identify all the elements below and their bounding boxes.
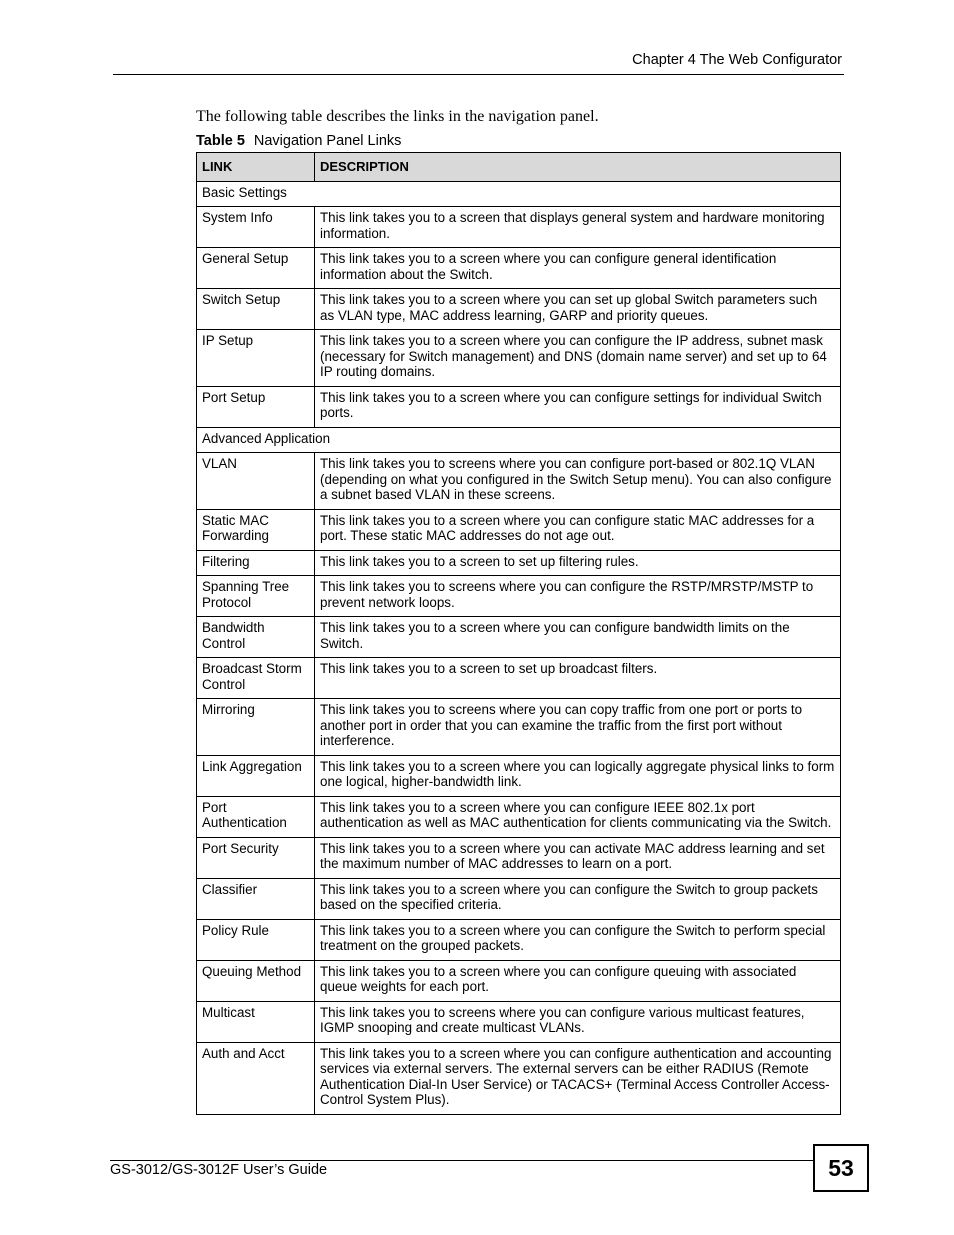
link-description-cell: This link takes you to a screen where you can configure general identification information about the Switch. <box>315 248 841 289</box>
table-row <box>197 453 841 510</box>
table-caption-title: Navigation Panel Links <box>253 133 402 149</box>
link-description-cell: This link takes you to a screen where you can activate MAC address learning and set the maximum number of MAC addresses to learn on a port. <box>315 837 841 878</box>
table-row <box>197 919 841 960</box>
table-row <box>197 1042 841 1114</box>
table-header-row <box>197 153 841 182</box>
link-name-cell: IP Setup <box>197 330 315 387</box>
link-name-cell: Policy Rule <box>197 919 315 960</box>
link-name-cell: System Info <box>197 207 315 248</box>
link-name-cell: Switch Setup <box>197 289 315 330</box>
link-description-cell: This link takes you to a screen where you can configure queuing with associated queue weights for each port. <box>315 960 841 1001</box>
table-row <box>197 550 841 576</box>
link-name-cell: Queuing Method <box>197 960 315 1001</box>
link-description-cell: This link takes you to a screen that displays general system and hardware monitoring information. <box>315 207 841 248</box>
table-caption-label: Table 5 <box>196 133 245 149</box>
table-row <box>197 509 841 550</box>
link-name-cell: Port Authentication <box>197 796 315 837</box>
table-row <box>197 248 841 289</box>
link-name-cell: Broadcast Storm Control <box>197 658 315 699</box>
table-row <box>197 960 841 1001</box>
link-description-cell: This link takes you to a screen where you can logically aggregate physical links to form one logical, higher-bandwidth link. <box>315 755 841 796</box>
link-name-cell: Static MAC Forwarding <box>197 509 315 550</box>
link-description-cell: This link takes you to a screen where you can configure IEEE 802.1x port authentication as well as MAC authentication for clients communicating via the Switch. <box>315 796 841 837</box>
link-description-cell: This link takes you to a screen to set up broadcast filters. <box>315 658 841 699</box>
section-heading: Advanced Application <box>197 427 841 453</box>
table-row <box>197 658 841 699</box>
link-description-cell: This link takes you to a screen where you can configure bandwidth limits on the Switch. <box>315 617 841 658</box>
link-description-cell: This link takes you to screens where you can configure the RSTP/MRSTP/MSTP to prevent network loops. <box>315 576 841 617</box>
section-heading: Basic Settings <box>197 181 841 207</box>
link-name-cell: Filtering <box>197 550 315 576</box>
table-row <box>197 576 841 617</box>
link-name-cell: General Setup <box>197 248 315 289</box>
link-description-cell: This link takes you to screens where you can copy traffic from one port or ports to another port in order that you can examine the traffic from the first port without interference. <box>315 699 841 756</box>
table-row <box>197 837 841 878</box>
table-row <box>197 796 841 837</box>
header-divider <box>113 74 844 75</box>
column-header-description: DESCRIPTION <box>315 153 841 182</box>
link-description-cell: This link takes you to a screen where you can configure static MAC addresses for a port. These static MAC addresses do not age out. <box>315 509 841 550</box>
intro-paragraph: The following table describes the links in the navigation panel. <box>196 108 599 125</box>
navigation-links-table <box>196 152 841 1115</box>
chapter-header: Chapter 4 The Web Configurator <box>632 52 842 68</box>
footer-divider <box>110 1160 814 1161</box>
link-description-cell: This link takes you to a screen where you can configure settings for individual Switch ports. <box>315 386 841 427</box>
link-description-cell: This link takes you to a screen where you can configure the Switch to perform special treatment on the grouped packets. <box>315 919 841 960</box>
link-name-cell: Port Setup <box>197 386 315 427</box>
table-section-row <box>197 181 841 207</box>
table-row <box>197 207 841 248</box>
page-number: 53 <box>813 1144 869 1192</box>
table-row <box>197 699 841 756</box>
link-description-cell: This link takes you to a screen where you can set up global Switch parameters such as VLAN type, MAC address learning, GARP and priority queues. <box>315 289 841 330</box>
table-body <box>197 181 841 1114</box>
link-name-cell: VLAN <box>197 453 315 510</box>
link-description-cell: This link takes you to screens where you can configure various multicast features, IGMP snooping and create multicast VLANs. <box>315 1001 841 1042</box>
table-row <box>197 289 841 330</box>
table-caption <box>196 133 401 149</box>
link-name-cell: Classifier <box>197 878 315 919</box>
link-name-cell: Mirroring <box>197 699 315 756</box>
table-section-row <box>197 427 841 453</box>
table-row <box>197 386 841 427</box>
table-row <box>197 878 841 919</box>
link-name-cell: Spanning Tree Protocol <box>197 576 315 617</box>
link-description-cell: This link takes you to screens where you can configure port-based or 802.1Q VLAN (depending on what you configured in the Switch Setup menu). You can also configure a subnet based VLAN in these screens. <box>315 453 841 510</box>
link-description-cell: This link takes you to a screen where you can configure authentication and accounting services via external servers. The external servers can be either RADIUS (Remote Authentication Dial-In User Service) or TACACS+ (Terminal Access Controller Access-Control System Plus). <box>315 1042 841 1114</box>
footer-guide-title: GS-3012/GS-3012F User’s Guide <box>110 1162 328 1178</box>
table-row <box>197 1001 841 1042</box>
link-name-cell: Auth and Acct <box>197 1042 315 1114</box>
link-name-cell: Bandwidth Control <box>197 617 315 658</box>
link-name-cell: Multicast <box>197 1001 315 1042</box>
link-name-cell: Link Aggregation <box>197 755 315 796</box>
table-row <box>197 755 841 796</box>
link-name-cell: Port Security <box>197 837 315 878</box>
column-header-link: LINK <box>197 153 315 182</box>
link-description-cell: This link takes you to a screen to set up filtering rules. <box>315 550 841 576</box>
link-description-cell: This link takes you to a screen where you can configure the IP address, subnet mask (necessary for Switch management) and DNS (domain name server) and set up to 64 IP routing domains. <box>315 330 841 387</box>
table-row <box>197 617 841 658</box>
link-description-cell: This link takes you to a screen where you can configure the Switch to group packets based on the specified criteria. <box>315 878 841 919</box>
table-row <box>197 330 841 387</box>
